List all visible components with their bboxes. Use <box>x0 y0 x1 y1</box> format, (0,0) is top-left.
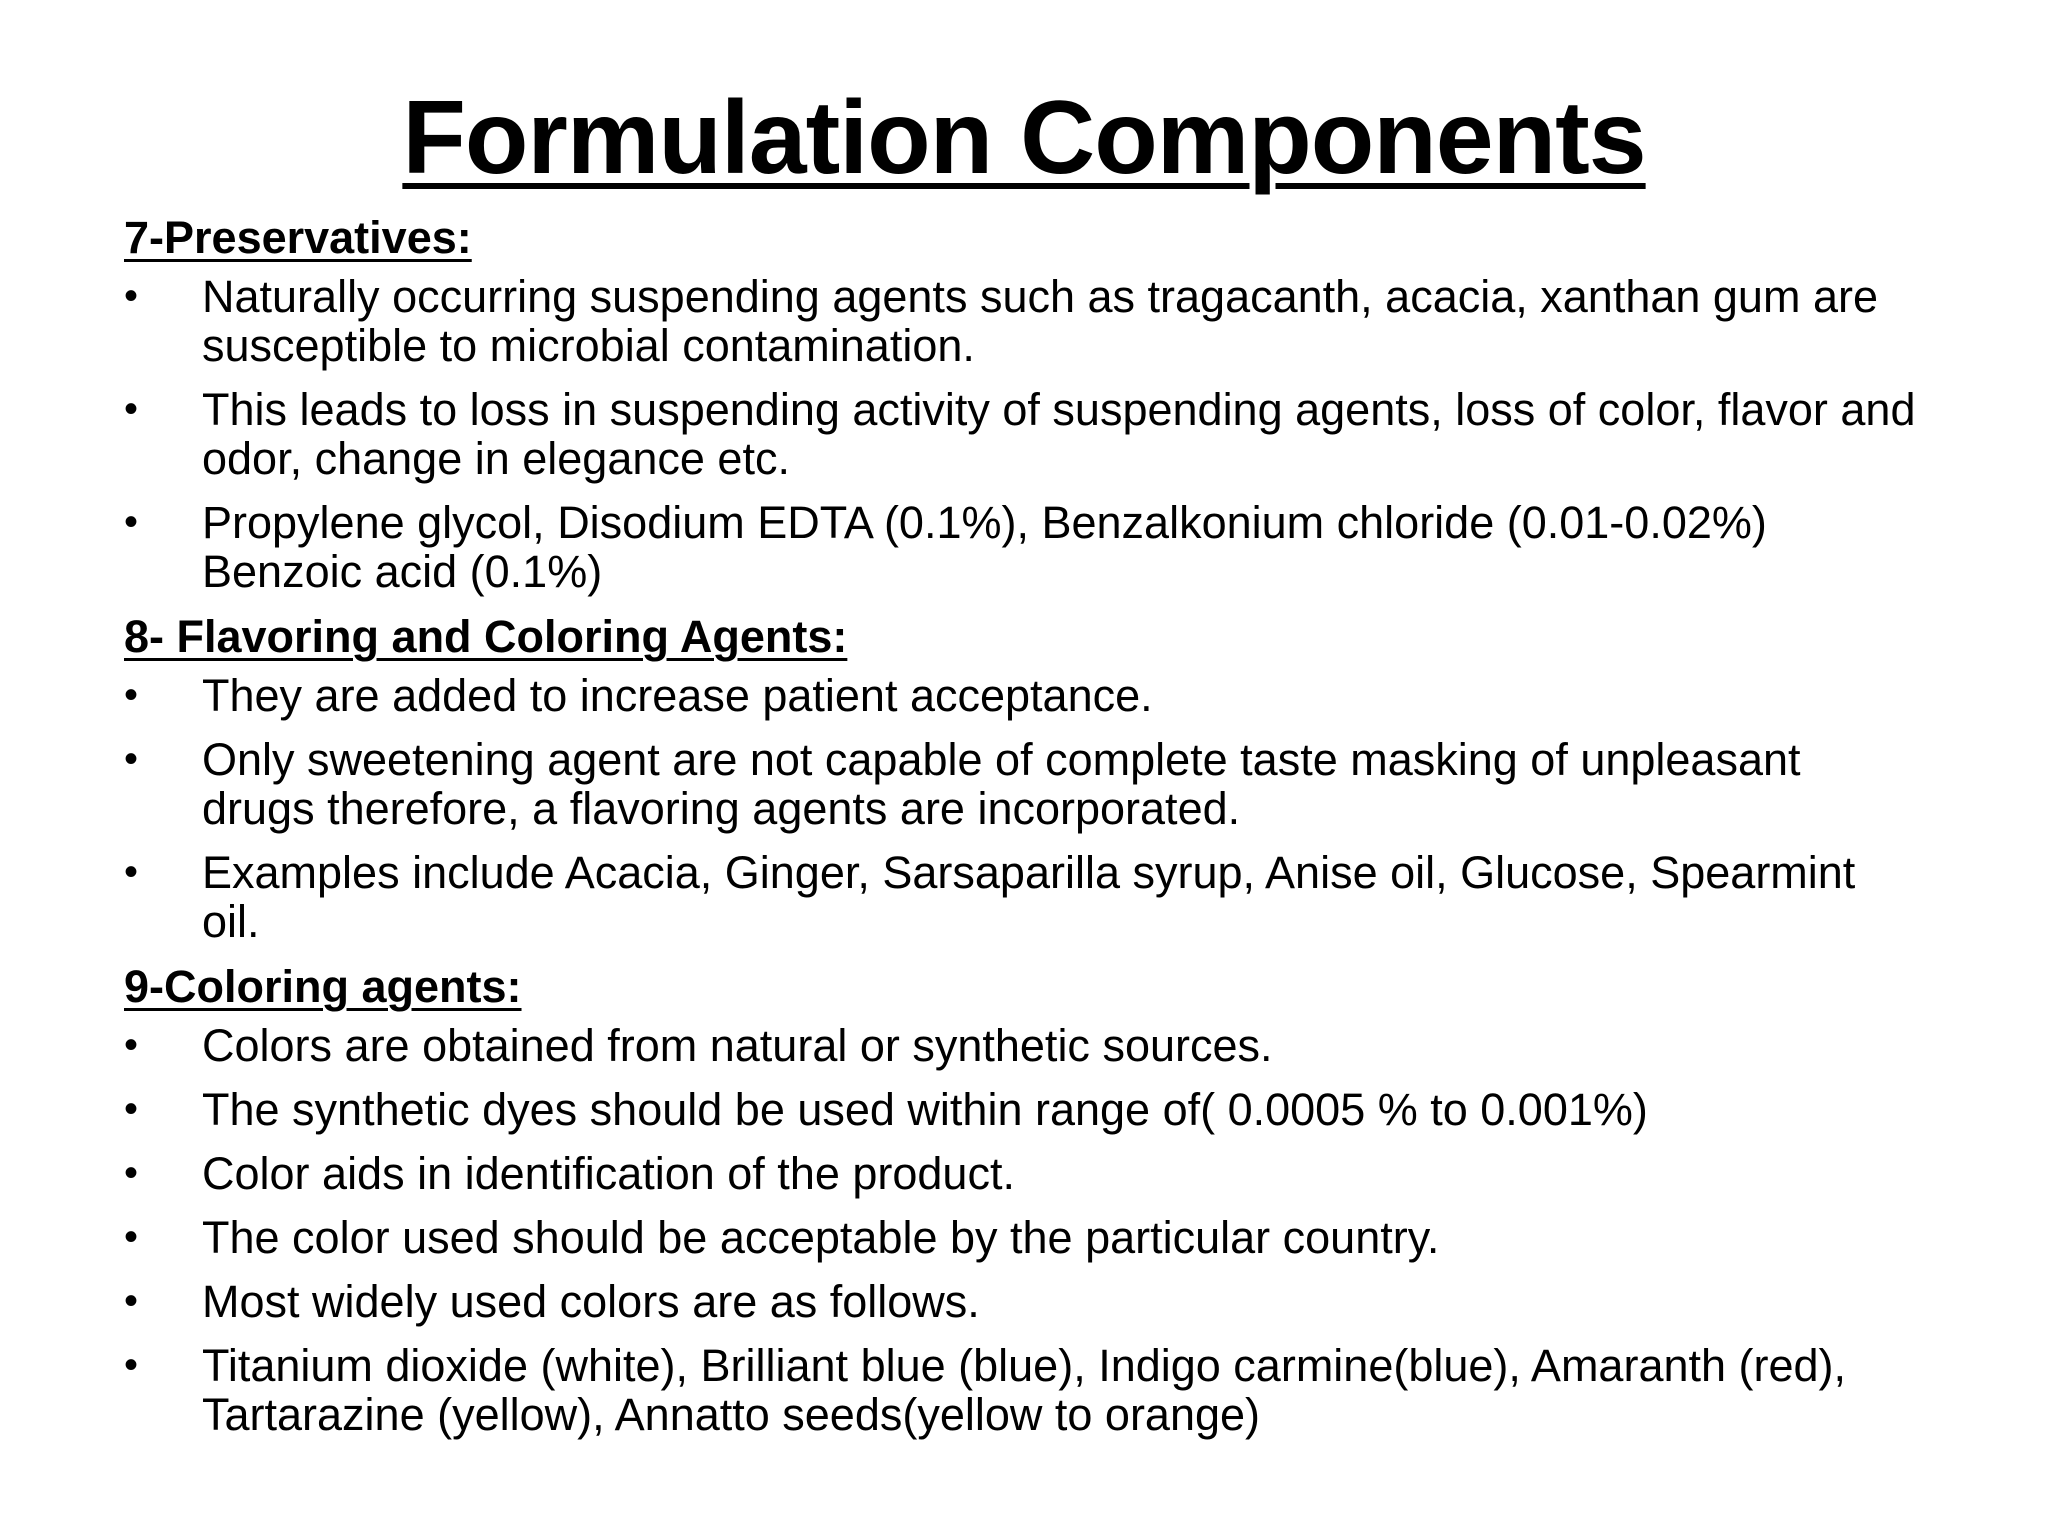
bullet-item <box>124 1149 1924 1198</box>
bullet-item <box>124 272 1924 370</box>
bullet-icon: • <box>124 850 139 894</box>
bullet-list <box>124 272 1924 596</box>
bullet-icon: • <box>124 1087 139 1131</box>
bullet-item <box>124 1277 1924 1326</box>
bullet-icon: • <box>124 1215 139 1259</box>
bullet-item <box>124 1085 1924 1134</box>
section-heading: 7-Preservatives: <box>124 212 472 263</box>
bullet-text: Propylene glycol, Disodium EDTA (0.1%), Benzalkonium chloride (0.01-0.02%) Benzoic acid (0.1%) <box>202 497 1767 597</box>
bullet-item <box>124 671 1924 720</box>
slide-content <box>124 212 1924 1454</box>
bullet-icon: • <box>124 387 139 431</box>
bullet-text: Only sweetening agent are not capable of complete taste masking of unpleasant drugs therefore, a flavoring agents are incorporated. <box>202 734 1801 834</box>
bullet-icon: • <box>124 1343 139 1387</box>
bullet-item <box>124 1341 1924 1439</box>
bullet-item <box>124 498 1924 596</box>
bullet-icon: • <box>124 274 139 318</box>
bullet-text: Most widely used colors are as follows. <box>202 1276 980 1327</box>
bullet-item <box>124 848 1924 946</box>
bullet-icon: • <box>124 737 139 781</box>
section-heading: 8- Flavoring and Coloring Agents: <box>124 611 848 662</box>
bullet-icon: • <box>124 500 139 544</box>
bullet-icon: • <box>124 1279 139 1323</box>
slide-title: Formulation Components <box>402 80 1646 196</box>
bullet-text: Colors are obtained from natural or synthetic sources. <box>202 1020 1273 1071</box>
section-heading: 9-Coloring agents: <box>124 961 522 1012</box>
bullet-text: The synthetic dyes should be used within range of( 0.0005 % to 0.001%) <box>202 1084 1648 1135</box>
bullet-text: The color used should be acceptable by the particular country. <box>202 1212 1440 1263</box>
bullet-text: Examples include Acacia, Ginger, Sarsaparilla syrup, Anise oil, Glucose, Spearmint oil. <box>202 847 1856 947</box>
bullet-icon: • <box>124 1023 139 1067</box>
bullet-icon: • <box>124 1151 139 1195</box>
bullet-icon: • <box>124 673 139 717</box>
bullet-text: Titanium dioxide (white), Brilliant blue (blue), Indigo carmine(blue), Amaranth (red), Tartarazine (yellow), Annatto seeds(yellow to orange) <box>202 1340 1847 1440</box>
bullet-item <box>124 735 1924 833</box>
bullet-text: This leads to loss in suspending activity of suspending agents, loss of color, flavor and odor, change in elegance etc. <box>202 384 1916 484</box>
bullet-text: They are added to increase patient acceptance. <box>202 670 1153 721</box>
bullet-list <box>124 671 1924 946</box>
bullet-item <box>124 385 1924 483</box>
section-preservatives <box>124 212 1924 596</box>
bullet-text: Color aids in identification of the product. <box>202 1148 1015 1199</box>
section-coloring-agents <box>124 961 1924 1439</box>
section-flavoring-coloring <box>124 611 1924 946</box>
bullet-item <box>124 1213 1924 1262</box>
bullet-item <box>124 1021 1924 1070</box>
bullet-list <box>124 1021 1924 1439</box>
bullet-text: Naturally occurring suspending agents such as tragacanth, acacia, xanthan gum are susceptible to microbial contamination. <box>202 271 1878 371</box>
